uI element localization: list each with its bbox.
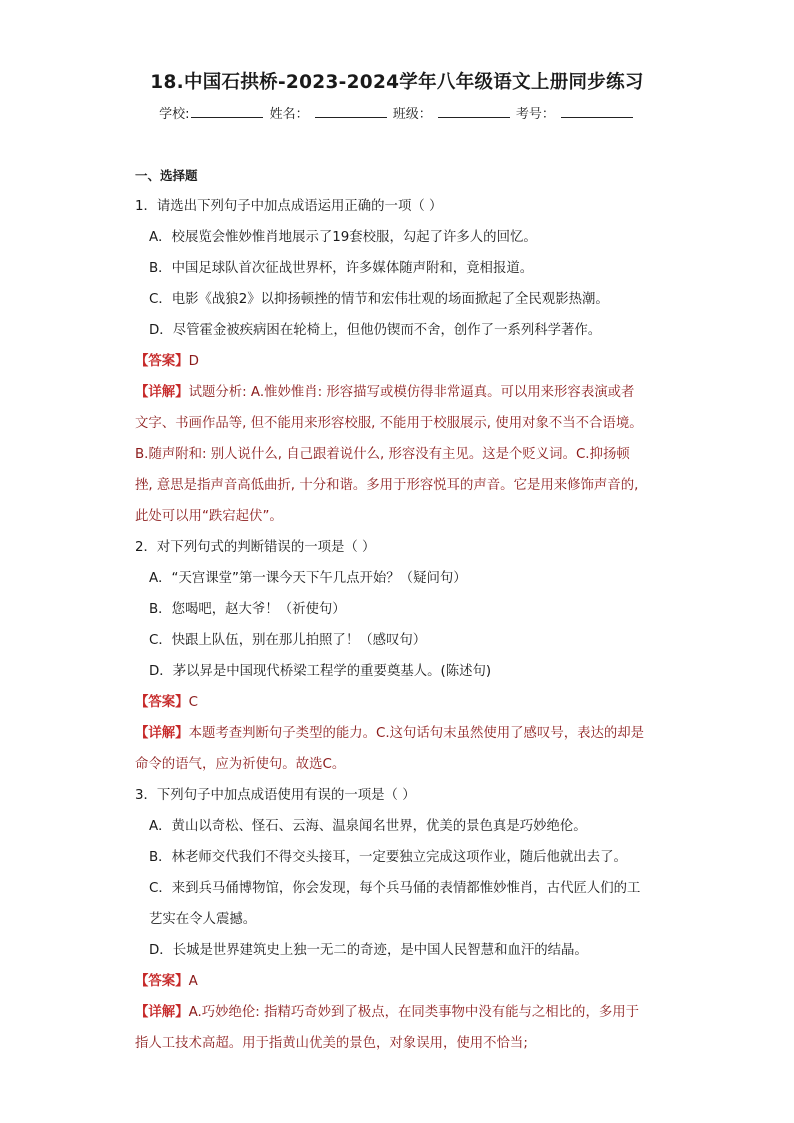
detail-text: 本题考查判断句子类型的能力。C.这句话句末虽然使用了感叹号，表达的却是 xyxy=(188,726,645,741)
class-blank[interactable] xyxy=(438,105,510,118)
question-1-stem: 1．请选出下列句子中加点成语运用正确的一项（ ） xyxy=(135,199,443,214)
detail-tag: 【详解】 xyxy=(135,726,189,741)
school-label: 学校: xyxy=(159,107,190,122)
answer-tag: 【答案】 xyxy=(135,354,189,369)
detail-tag: 【详解】 xyxy=(135,1005,189,1020)
detail-text: A.巧妙绝伦: 指精巧奇妙到了极点，在同类事物中没有能与之相比的，多用于 xyxy=(188,1005,640,1020)
question-3-answer xyxy=(135,966,667,997)
question-2-stem: 2．对下列句式的判断错误的一项是（ ） xyxy=(135,540,376,555)
detail-line: 命令的语气，应为祈使句。故选C。 xyxy=(135,757,346,772)
question-1-option-a: A．校展览会惟妙惟肖地展示了19套校服，勾起了许多人的回忆。 xyxy=(149,230,537,245)
detail-tag: 【详解】 xyxy=(135,385,189,400)
detail-line: B.随声附和: 别人说什么, 自己跟着说什么, 形容没有主见。这是个贬义词。C.抑扬顿 xyxy=(135,447,630,462)
section-title: 一、选择题 xyxy=(135,168,198,183)
question-2-answer xyxy=(135,687,667,718)
question-3-option-d: D．长城是世界建筑史上独一无二的奇迹，是中国人民智慧和血汗的结晶。 xyxy=(149,943,588,958)
class-label: 班级： xyxy=(392,107,432,122)
detail-line: 挫, 意思是指声音高低曲折, 十分和谐。多用于形容悦耳的声音。它是用来修饰声音的, xyxy=(135,478,639,493)
question-1-answer xyxy=(135,346,667,377)
detail-line: 此处可以用“跌宕起伏”。 xyxy=(135,509,283,524)
question-2-detail xyxy=(135,718,667,780)
detail-line xyxy=(135,718,667,749)
detail-line: 指人工技术高超。用于指黄山优美的景色，对象误用，使用不恰当; xyxy=(135,1036,528,1051)
name-blank[interactable] xyxy=(315,105,387,118)
student-info-line xyxy=(0,103,794,122)
page-title: 18.中国石拱桥-2023-2024学年八年级语文上册同步练习 xyxy=(150,72,644,93)
detail-text: 试题分析: A.惟妙惟肖: 形容描写或模仿得非常逼真。可以用来形容表演或者 xyxy=(188,385,635,400)
question-3-stem: 3．下列句子中加点成语使用有误的一项是（ ） xyxy=(135,788,416,803)
question-2-option-a: A．“天宫课堂”第一课今天下午几点开始？（疑问句） xyxy=(149,571,467,586)
question-3-detail xyxy=(135,997,667,1059)
exam-number-label: 考号： xyxy=(515,107,555,122)
question-list xyxy=(135,166,667,1059)
question-3-option-a: A．黄山以奇松、怪石、云海、温泉闻名世界，优美的景色真是巧妙绝伦。 xyxy=(149,819,587,834)
exam-number-blank[interactable] xyxy=(561,105,633,118)
answer-tag: 【答案】 xyxy=(135,974,189,989)
question-2-option-c: C．快跟上队伍，别在那儿拍照了！（感叹句） xyxy=(149,633,427,648)
question-1-option-b: B．中国足球队首次征战世界杯，许多媒体随声附和，竟相报道。 xyxy=(149,261,534,276)
detail-line xyxy=(135,997,667,1028)
name-label: 姓名： xyxy=(269,107,309,122)
answer-value: C xyxy=(188,695,198,710)
question-1-option-d: D．尽管霍金被疾病困在轮椅上，但他仍锲而不舍，创作了一系列科学著作。 xyxy=(149,323,602,338)
detail-line: 文字、书画作品等, 但不能用来形容校服, 不能用于校服展示, 使用对象不当不合语境。 xyxy=(135,416,643,431)
question-3-option-b: B．林老师交代我们不得交头接耳，一定要独立完成这项作业，随后他就出去了。 xyxy=(149,850,627,865)
answer-value: A xyxy=(188,974,198,989)
question-1-option-c: C．电影《战狼2》以抑扬顿挫的情节和宏伟壮观的场面掀起了全民观影热潮。 xyxy=(149,292,609,307)
detail-line xyxy=(135,377,667,408)
question-1-detail xyxy=(135,377,667,532)
question-2-option-d: D．茅以昇是中国现代桥梁工程学的重要奠基人。(陈述句) xyxy=(149,664,492,679)
answer-tag: 【答案】 xyxy=(135,695,189,710)
question-3-option-c-cont: 艺实在令人震撼。 xyxy=(149,912,257,927)
question-3-option-c: C．来到兵马俑博物馆，你会发现，每个兵马俑的表情都惟妙惟肖，古代匠人们的工 xyxy=(149,881,641,896)
question-2-option-b: B．您喝吧，赵大爷！（祈使句） xyxy=(149,602,346,617)
answer-value: D xyxy=(188,354,199,369)
school-blank[interactable] xyxy=(191,105,263,118)
